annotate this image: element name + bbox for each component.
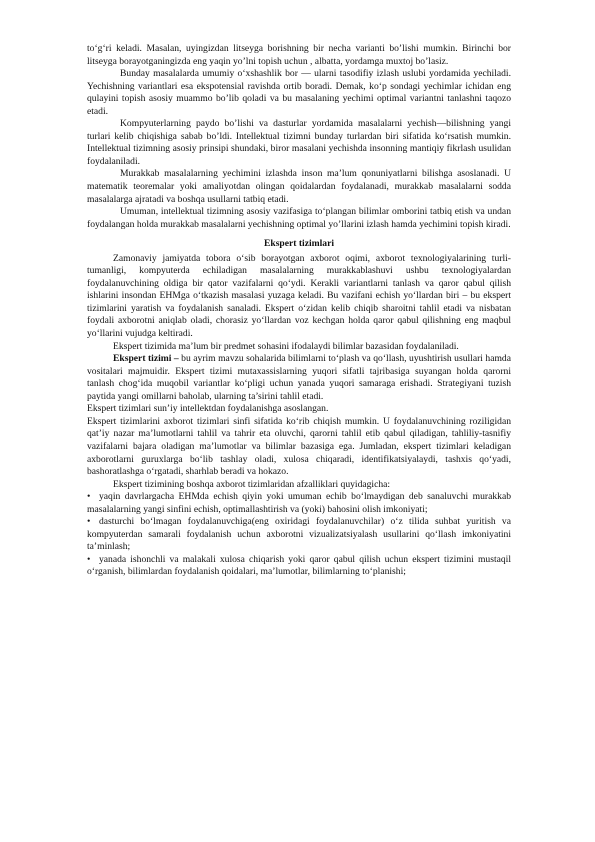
list-item [87,554,511,579]
paragraph: Ekspert tizimlari sun’iy intellektdan foydalanishga asoslangan. [87,403,329,415]
definition-paragraph [87,353,511,403]
paragraph: Kompyuterlarning paydo bo’lishi va dasturlar yordamida masalalarni yechish—bilishning yangi turlari kelib chiqishiga sabab bo’ldi. Intellektual tizimni bunday turlardan biri sifatida ko‘rsatish mumkin. Intellektual tizimning asosiy prinsipi shundaki, biror masalani yechishda insonning mantiqiy fikrlash usulidan foydalaniladi. [87,118,511,167]
list-item-text: yaqin davrlargacha EHMda echish qiyin yoki umuman echib bo‘lmaydigan deb sanaluvchi murakkab masalalarning yangi sinfini echish, optimallashtirish va (yoki) bahosini olish imkoniyati; [87,491,511,515]
paragraph: Zamonaviy jamiyatda tobora o‘sib borayotgan axborot oqimi, axborot texnologiyalarining turli-tumanligi, kompyuterda echiladigan masalalarning murakkablashuvi ushbu texnologiyalardan foydalanuvchining oldiga bir qator vazifalarni qo‘ydi. Kerakli variantlarni tanlash va qaror qabul qilish ishlarini insondan EHMga o‘tkazish masalasi yuzaga keladi. Bu vazifani echish yo‘llardan biri – bu ekspert tizimlarini yaratish va foydalanish sanaladi. Ekspert o‘zidan kelib chiqib sharoitni tahlil etadi va nisbatan foydali axborotni aniqlab oladi, chorasiz yo‘llardan voz kechgan holda qaror qabul qilishning eng maqbul yo‘llarini vujudga keltiradi. [87,252,511,340]
list-item [87,491,511,516]
paragraph: Ekspert tizimining boshqa axborot tizimlaridan afzalliklari quyidagicha: [113,478,391,490]
defined-term: Ekspert tizimi – [113,353,179,365]
list-item-text: yanada ishonchli va malakali xulosa chiqarish yoki qaror qabul qilish uchun ekspert tizimini mustaqil o‘rganish, bilimlardan foydalanish qoidalari, ma’lumotlar, bilimlarning to‘planishi; [87,553,511,578]
list-item-text: dasturchi bo‘lmagan foydalanuvchiga(eng oxiridagi foydalanuvchilar) o‘z tilida suhbat yuritish va kompyuterdan samarali foydalanish uchun axborotni vizualizatsiyalash usullarini qo‘llash imkoniyatini ta’minlash; [87,516,511,553]
list-item [87,516,511,554]
paragraph: Ekspert tizimida ma’lum bir predmet sohasini ifodalaydi bilimlar bazasidan foydalaniladi. [113,340,459,352]
paragraph: Ekspert tizimlarini axborot tizimlari sinfi sifatida ko‘rib chiqish mumkin. U foydalanuvchining roziligidan qat’iy nazar ma’lumotlarni tahlil va tahrir eta oluvchi, qarorni tahlil etib qabul qiladigan, tahliliy-tasnifiy vazifalarni bajara oladigan ma’lumotlar va bilimlar bazasiga ega. Jumladan, ekspert tizimlari keladigan axborotlarni guruxlarga bo‘lib tashlay oladi, xulosa chiqaradi, identifikatsiyalaydi, tashxis qo‘yadi, bashoratlashga o‘rgatadi, sharhlab beradi va hokazo. [87,415,511,478]
section-heading: Ekspert tizimlari [263,238,335,250]
paragraph: Murakkab masalalarning yechimini izlashda inson ma’lum qonuniyatlarni bilishga asoslanadi. U matematik teoremalar yoki amaliyotdan olingan qoidalardan foydalanadi, murakkab masalalarni sodda masalalarga ajratadi va boshqa usullarni tatbiq etadi. [87,168,511,205]
bullet-icon: • [87,491,91,503]
definition-text: bu ayrim mavzu sohalarida bilimlarni to‘plash va qo‘llash, uyushtirish usullari hamda vositalari majmuidir. Ekspert tizimi mutaxassislarning yuqori sifatli tajribasiga suyangan holda qarorni tanlash chog‘ida muqobil variantlar ko‘pligi uchun yanada yuqori samaraga erishadi. Strategiyani tuzish paytida yangi omillarni baholab, ularning ta’sirini tahlil etadi. [87,353,511,402]
bullet-icon: • [87,553,91,565]
document-page [87,43,511,579]
paragraph: to‘g‘ri keladi. Masalan, uyingizdan litseyga borishning bir necha varianti bo’lishi mumkin. Birinchi bor litseyga borayotganingizda eng yaqin yo’lni topish uchun , albatta, yordamga muxtoj bo’lasiz. [87,43,511,67]
bullet-icon: • [87,516,91,528]
paragraph: Bunday masalalarda umumiy o‘xshashlik bor — ularni tasodifiy izlash uslubi yordamida yechiladi. Yechishning variantlari esa ekspotensial ravishda ortib boradi. Demak, ko‘p sondagi yechimlar ichidan eng qulayini topish asosiy muammo bo’lib qoladi va bu masalaning yechimi optimal variantni tanlashni taqozo etadi. [87,68,511,117]
paragraph: Umuman, intellektual tizimning asosiy vazifasiga to‘plangan bilimlar omborini tatbiq etish va undan foydalangan holda murakkab masalalarni yechishning optimal yo’llarini izlash hamda yechimini topish kiradi. [87,206,511,230]
